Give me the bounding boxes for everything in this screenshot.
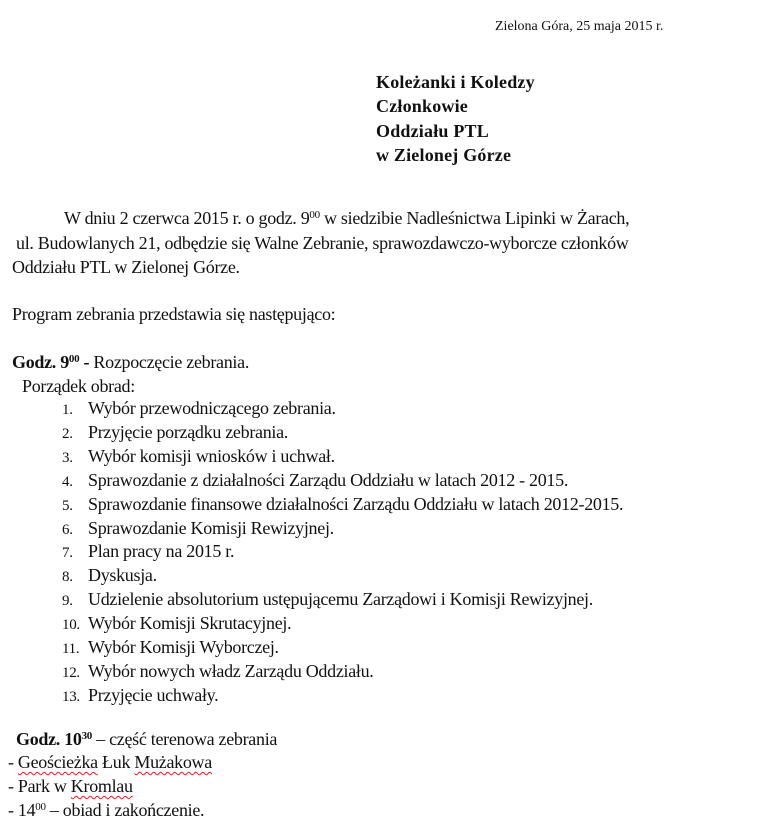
agenda-item-number: 7. (62, 545, 73, 561)
addressee-line-1: Koleżanki i Koledzy (376, 72, 535, 92)
session-1-title: Rozpoczęcie zebrania. (93, 352, 250, 372)
agenda-item-text: Wybór komisji wniosków i uchwał. (88, 446, 335, 466)
agenda-item-number: 2. (62, 426, 73, 442)
agenda-item (62, 613, 291, 634)
agenda-item-text: Dyskusja. (88, 565, 157, 585)
agenda-item (62, 398, 336, 419)
field-item-3-start: - 14 (8, 800, 36, 820)
field-item-1-word-1: Geościeżka (17, 752, 98, 772)
agenda-item (62, 565, 157, 586)
agenda-item (62, 494, 623, 515)
agenda-item-text: Wybór nowych władz Zarządu Oddziału. (88, 661, 374, 681)
agenda-item (62, 470, 568, 491)
field-item-2-start: - Park w (8, 776, 71, 796)
program-intro: Program zebrania przedstawia się następująco: (12, 304, 336, 324)
agenda-item-number: 8. (62, 569, 73, 585)
intro-line-2: ul. Budowlanych 21, odbędzie się Walne Zebranie, sprawozdawczo-wyborcze członków (16, 233, 629, 253)
agenda-item-text: Wybór Komisji Wyborczej. (88, 637, 279, 657)
agenda-item (62, 637, 279, 658)
agenda-item-text: Wybór Komisji Skrutacyjnej. (88, 613, 292, 633)
agenda-item-number: 5. (62, 498, 73, 514)
agenda-item-number: 10. (62, 617, 80, 633)
field-item-2 (8, 776, 133, 797)
agenda-item-number: 11. (62, 641, 80, 657)
addressee-line-4: w Zielonej Górze (376, 145, 512, 165)
intro-line-3: Oddziału PTL w Zielonej Górze. (12, 257, 240, 277)
date-line: Zielona Góra, 25 maja 2015 r. (495, 19, 664, 34)
session-2-time-superscript: 30 (81, 730, 93, 742)
agenda-item (62, 422, 288, 443)
agenda-item (62, 518, 334, 539)
session-2-heading (16, 729, 277, 750)
agenda-item-number: 3. (62, 450, 73, 466)
field-item-1-word-2: Łuk (97, 752, 135, 772)
agenda-item-text: Wybór przewodniczącego zebrania. (88, 398, 336, 418)
addressee-line-3: Oddziału PTL (376, 121, 489, 141)
intro-line-1-start: W dniu 2 czerwca 2015 r. o godz. 9 (64, 208, 310, 228)
session-2-time: Godz. 10 (16, 729, 82, 749)
agenda-item-number: 6. (62, 522, 73, 538)
agenda-item (62, 685, 218, 706)
agenda-item (62, 589, 593, 610)
field-item-1-word-3: Mużakowa (134, 752, 212, 772)
agenda-title: Porządek obrad: (22, 376, 135, 396)
agenda-item-text: Udzielenie absolutorium ustępującemu Zarządowi i Komisji Rewizyjnej. (88, 589, 593, 609)
session-1-heading (12, 352, 249, 373)
agenda-item (62, 446, 335, 467)
field-item-3-end: – obiad i zakończenie. (45, 800, 205, 820)
agenda-item-text: Sprawozdanie finansowe działalności Zarządu Oddziału w latach 2012-2015. (88, 494, 624, 514)
agenda-item-number: 13. (62, 689, 80, 705)
field-item-1-dash: - (8, 752, 18, 772)
agenda-item (62, 541, 234, 562)
agenda-item-number: 1. (62, 402, 73, 418)
intro-line-1 (64, 208, 629, 229)
field-item-1 (8, 752, 212, 773)
agenda-item (62, 661, 374, 682)
addressee-line-2: Członkowie (376, 96, 468, 116)
field-item-3-superscript: 00 (35, 801, 46, 813)
session-1-time-superscript: 00 (68, 353, 80, 365)
session-1-time: Godz. 9 (12, 352, 69, 372)
field-item-3 (8, 800, 204, 821)
agenda-item-text: Sprawozdanie Komisji Rewizyjnej. (88, 518, 334, 538)
agenda-item-text: Przyjęcie uchwały. (88, 685, 219, 705)
field-item-2-place: Kromlau (70, 776, 133, 796)
session-2-title: – część terenowa zebrania (92, 729, 278, 749)
agenda-item-text: Przyjęcie porządku zebrania. (88, 422, 288, 442)
agenda-item-number: 4. (62, 474, 73, 490)
intro-time-superscript: 00 (309, 209, 320, 221)
intro-line-1-end: w siedzibie Nadleśnictwa Lipinki w Żarach, (319, 208, 630, 228)
agenda-item-number: 9. (62, 593, 73, 609)
agenda-item-text: Plan pracy na 2015 r. (88, 541, 235, 561)
agenda-item-text: Sprawozdanie z działalności Zarządu Oddziału w latach 2012 - 2015. (88, 470, 569, 490)
agenda-item-number: 12. (62, 665, 80, 681)
session-1-dash: - (79, 352, 94, 372)
